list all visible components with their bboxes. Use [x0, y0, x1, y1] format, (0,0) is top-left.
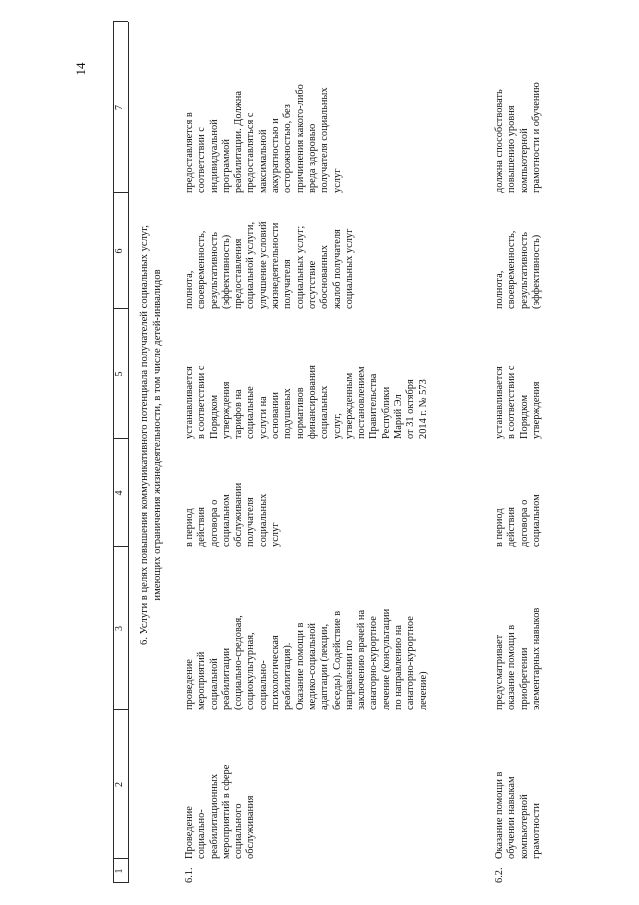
page-number: 14 — [73, 62, 88, 76]
row-6-2-tariff: устанавливается в соответствии с Порядком утверждения — [494, 365, 542, 439]
row-6-2-name: Оказание помощи в обучении навыкам компьютерной грамотности — [494, 771, 542, 859]
row-6-2-indicators: полнота, своевременность, результативность (эффективность) — [494, 230, 542, 309]
row-6-2-term: в период действия договора о социальном — [494, 494, 542, 547]
section-title: 6. Услуги в целях повышения коммуникативного потенциала получателей социальных услуг, имеющих ограничения жизнедеятельности, в том числе детей-инвалидов — [139, 225, 163, 645]
column-number-5: 5 — [114, 371, 125, 377]
column-number-6: 6 — [114, 248, 125, 254]
row-6-1-conditions: предоставляется в соответствии с индивидуальной программой реабилитации. Должна предоставляться с максимальной аккуратностью и осторожностью, без причинения какого-либо вреда здоровью получателя социальных услуг — [184, 84, 343, 193]
row-6-1-name: Проведение социально- реабилитационных мероприятий в сфере социального обслуживания — [184, 764, 257, 859]
row-6-1-description: проведение мероприятий социальной реабилитации (социально-средовая, социокультурная, социально- психологическая реабилитация). Оказание помощи в медико-социальной адаптации (лекции, беседы). Содействие в направлении по заключению врачей на санаторно-курортное лечение (консультации по направлению на санаторно-курортное лечение) — [184, 608, 429, 710]
column-number-7: 7 — [114, 105, 125, 110]
row-6-2-description: предусматривает оказание помощи в приобретении элементарных навыков — [494, 607, 542, 710]
column-number-2: 2 — [114, 782, 125, 787]
row-6-1-term: в период действия договора о социальном обслуживании получателя социальных услуг — [184, 482, 282, 547]
column-number-1: 1 — [114, 868, 125, 874]
row-6-1-tariff: устанавливается в соответствии с Порядком утверждения тарифов на социальные услуги на основании подушевых нормативов финансирования социальных услуг, утвержденным постановлением Правительства Республики Марий Эл от 31 октября 2014 г. № 573 — [184, 365, 429, 439]
row-6-2-conditions: должна способствовать повышению уровня компьютерной грамотности и обучению — [494, 82, 542, 193]
header-row-border — [128, 22, 129, 883]
column-number-3: 3 — [114, 626, 125, 631]
column-number-4: 4 — [114, 490, 125, 496]
row-6-1-number: 6.1. — [184, 867, 195, 883]
row-6-2-number: 6.2. — [494, 867, 505, 883]
row-6-1-indicators: полнота, своевременность, результативность (эффективность) предоставления социальной услуги, улучшение условий жизнедеятельности получателя социальных услуг; отсутствие обоснованных жалоб получателя социальных услуг — [184, 221, 355, 309]
